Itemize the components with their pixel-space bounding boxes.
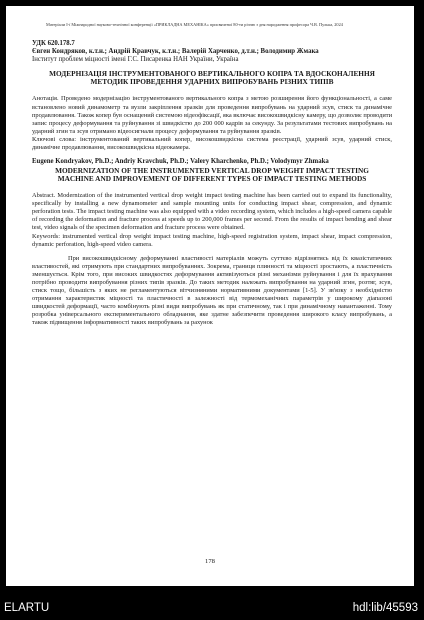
abstract-ua: Анотація. Проведено модернізацію інструментованого вертикального копра з метою розширення його функціональності, а саме встановлено новий динамометр та вузли закріплення зразків для проведення випробувань на ударний зсув, стиск та динамічне продавлювання. Також копер був оснащений системою відеофіксації, яка включає високошвидкісну камеру, що дозволяє проводити запис процесу деформування та руйнування зі швидкістю до 200 000 кадрів за секунду. За результатами тестових випробувань на ударний згин та зсув отримано відеосигнали процесу деформування та руйнування зразків. (32, 95, 392, 135)
page-number: 178 (205, 558, 215, 565)
footer-repository-name: ELARTU (4, 602, 50, 614)
affiliation: Інститут проблем міцності імені Г.С. Писаренка НАН України, Україна (32, 56, 239, 63)
paper-page (6, 6, 414, 586)
title-en: MODERNIZATION OF THE INSTRUMENTED VERTICAL DROP WEIGHT IMPACT TESTING MACHINE AND IMPROVEMENT OF DIFFERENT TYPES OF IMPACT TESTING METHODS (55, 165, 369, 183)
keywords-en: Keywords: instrumented vertical drop weight impact testing machine, high-speed registration system, impact shear, impact compression, dynamic perforation, high-speed video camera. (32, 232, 392, 248)
authors-en: Eugene Kondryakov, Ph.D.; Andriy Kravchuk, Ph.D.; Valery Kharchenko, Ph.D.; Volodymyr Zhmaka (32, 158, 329, 166)
keywords-ua: Ключові слова: інструментований вертикальний копер, високошвидкісна система реєстрації, ударний зсув, ударний стиск, динамічне продавлювання, високошвидкісна відеокамера. (32, 135, 392, 151)
conference-header: Матеріали I-ї Міжнародної науково-технічної конференції «ПРИКЛАДНА МЕХАНІКА» присвяченої 80-ти річчю з дня народження професора Ч.В. Пулька, 2024 (46, 22, 343, 27)
abstract-en: Abstract. Modernization of the instrumented vertical drop weight impact testing machine has been carried out to expand its functionality, specifically by installing a new dynamometer and sample mounting units for conducting impact shear, compression, and dynamic perforation tests. The impact testing machine was also equipped with a video recording system, which includes a high-speed camera capable of recording the deformation and fracture process at speeds up to 200,000 frames per second. From the results of impact bending and shear test, video signals of the specimen deformation and fracture process were obtained. (32, 192, 392, 232)
title-ua: МОДЕРНІЗАЦІЯ ІНСТРУМЕНТОВАНОГО ВЕРТИКАЛЬНОГО КОПРА ТА ВДОСКОНАЛЕННЯ МЕТОДИК ПРОВЕДЕННЯ УДАРНИХ ВИПРОБУВАНЬ РІЗНИХ ТИПІВ (49, 69, 375, 87)
repository-footer (0, 594, 424, 620)
authors-ua: Євген Кондряков, к.т.н.; Андрій Кравчук, к.т.н.; Валерій Харченко, д.т.н.; Володимир Жмака (32, 48, 319, 56)
udk-code: УДК 620.178.7 (32, 40, 75, 48)
body-paragraph: При високошвидкісному деформуванні властивості матеріалів можуть суттєво відрізнятись від їх квазістатичних властивостей, які отримують при стандартних випробуваннях. Зокрема, границя плинності та міцності зростають, а пластичність зменшується. Крім того, при високих швидкостях деформування активізуються різні механізми руйнування і для їх врахування потрібно проводити випробування різних типів зразків. До таких методик належать випробування на ударний згин, розтяг, зсув, стиск тощо, більшість з яких не регламентуються вітчизняними нормативними документами [1-5]. У зв'язку з необхідністю отримання характеристик міцності та пластичності в залежності від термомеханічних параметрів у широкому діапазоні швидкостей деформації, часто комбінують різні види випробувань як при статичному, так і при динамічному навантаженні. Тому розробка універсального експериментального обладнання, яке здатне забезпечити проведення широкого класу випробувань, а також підвищення інформативності таких випробувань за рахунок (32, 254, 392, 327)
footer-handle[interactable]: hdl:lib/45593 (352, 602, 418, 614)
